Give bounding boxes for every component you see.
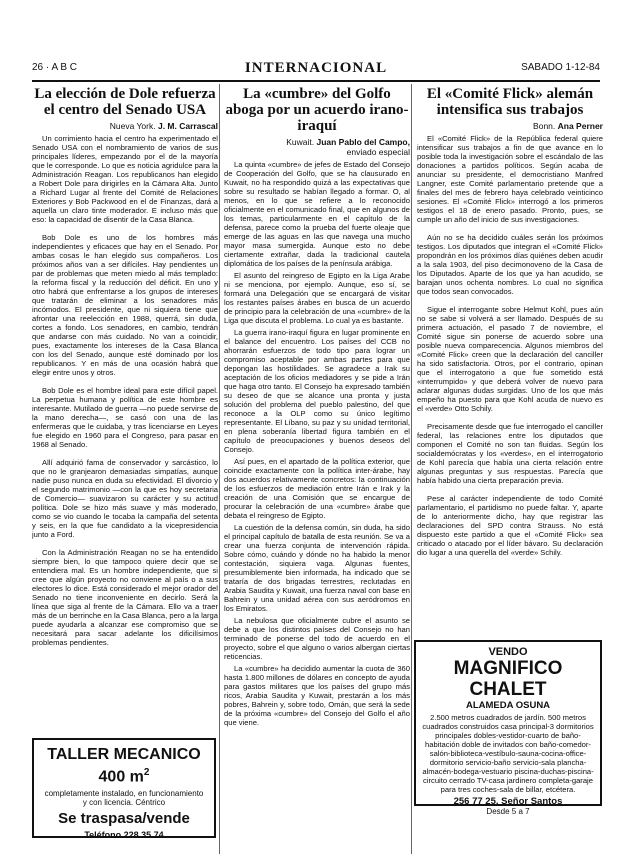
article-paragraph: La quinta «cumbre» de jefes de Estado del Consejo de Cooperación del Golfo, que se ha clausurado en Kuwait, no ha respondido quizá a las expectativas que sobre su resultado se habían llegado a formar. O, al menos, en lo que se refiere a lo reconocido oficialmente en el comunicado final, que en algunos de los temas, particularmente en el capítulo de la defensa, parece como la prueba del fuerte oleaje que emerge de las aguas en las que navega una mucho mayor masa sumergida. Aunque esto no debe ciertamente extrañar, dada la tradicional cautela diplomática de los países de la península arábiga. [224,160,410,268]
article-paragraph: El «Comité Flick» de la República federal quiere intensificar sus trabajos a fin de que avance en lo posible toda la investigación sobre el escándalo de las donaciones a partidos políticos. Según acaba de anunciar su presidente, el democristiano Manfred Langner, este Comité parlamentario pretende que a finales del mes de febrero haya celebrado veinticinco sesiones. El «Comité Flick» interrogó a los primeros testigos el 18 de enero pasado. Pronto, pues, se cumple un año del inicio de sus investigaciones. [417,134,603,224]
column-divider [219,84,220,854]
header-rule [32,80,600,82]
page-number: 26 · A B C [32,62,78,73]
section-title: INTERNACIONAL [244,60,388,76]
byline-author: J. M. Carrascal [157,121,218,131]
article-byline [417,121,603,131]
article-paragraph: La cuestión de la defensa común, sin duda, ha sido el principal capítulo de batalla de esta reunión. Se va a crear una fuerza conjunta de intervención rápida. Sobre cómo, cuándo y dónde no ha habido la menor contestación, siquiera vaga. Algunas fuentes, presumiblemente bien informada, ha indicado que se trataría de dos brigadas terrestres, reclutadas en Arabia Saudita y Kuwait, una fuerza naval con base en Bahrein y una unidad aérea con sus aeródromos en los Emiratos. [224,523,410,613]
ad-action: Se traspasa/vende [58,810,190,828]
issue-date: SABADO 1-12-84 [521,62,600,73]
ad-headline: MAGNIFICO CHALET [453,658,563,700]
article-paragraph: Precisamente desde que fue interrogado el canciller federal, las relaciones entre los diputados que componen el Comité no son tan fluidas. Según los socialdemócratas y los «verdes», en el interrogatorio de Kohl parecía que había una cierta relación entre algunas preguntas y sus respuestas. Parecía que había habido una cierta preparación previa. [417,422,603,485]
byline-author: Juan Pablo del Campo, [316,137,410,147]
page-header [32,62,600,78]
article-paragraph: Bob Dole es uno de los hombres más independientes y eficaces que hay en el Senado. Por ambas cosas le han elegido sus compañeros. Los próximos años van a ser difíciles. Hay pendientes un par de problemas que meten miedo al más templado: la reforma fiscal y la reducción del déficit. En uno y otro habrá que enfrentarse a los grupos de intereses que tratarán de eliminar a los senadores más incómodos. El presidente, que ni siquiera tiene que afrontar una reelección en 1988, querrá, sin duda, cortes a fondo. Los senadores, en cambio, tendrán que andarse con más cuidado. No van a coincidir, pues, exactamente los intereses de la Casa Blanca con los del Senado, aunque esté dominado por los republicanos. Y en más de una ocasión habrá que elegir entre unos y otros. [32,233,218,377]
article-paragraph: La nebulosa que oficialmente cubre el asunto se debe a que los distintos países del Consejo no han terminado de ponerse del todo de acuerdo en el proyecto, sobre el que alguno o varios albergan ciertas reticencias. [224,616,410,661]
ad-phone: 256 77 25. Señor Santos [453,796,563,807]
classified-ad-chalet [414,640,602,816]
article-paragraph: La «cumbre» ha decidido aumentar la cuota de 360 hasta 1.800 millones de dólares en concepto de ayuda para gastos militares que los países del grupo más ricos, Arabia Saudita y Kuwait, prestarán a los más pobres, Bahrein y, sobre todo, Omán, que será la sede de la próxima «cumbre» del Consejo del Golfo el año que viene. [224,664,410,727]
ad-description: completamente instalado, en funcionamiento y con licencia. Céntrico [44,789,204,808]
byline-role: enviado especial [346,147,410,157]
article-paragraph: Un corrimiento hacia el centro ha experimentado el Senado USA con el nombramiento de varios de sus principales líderes, empezando por el de la mayoría que le corresponde. Lo que es noticia agridulce para la Administración Reagan. Los republicanos han elegido a Robert Dole para dirigirles en la Cámara Alta. Junto a Richard Lugar al frente del Comité de Relaciones Exteriores y Bob Packwood en el de Finanzas, dará a aquella un claro tinte moderador. E incluso más que eso: la capacidad de disentir de la Casa Blanca. [32,134,218,224]
byline-place: Bonn. [533,121,556,131]
article-paragraph: Con la Administración Reagan no se ha entendido siempre bien, lo que tampoco quiere decir que se entendiera mal. Es un hombre independiente, que si cree que algún proyecto no conviene al país o a sus electores lo dice. Está considerado el mejor orador del Senado no tiene inconveniente en decirlo. Será la línea que siga al frente de la Cámara. Ello va a traer más de un berrinche en la Casa Blanca, pero a la larga puede ayudarla a alcanzar ese compromiso que se necesitará para sacar adelante los dificilísimos problemas pendientes. [32,548,218,647]
article-headline: La elección de Dole refuerza el centro del Senado USA [34,86,216,118]
article-byline [32,121,218,131]
article-paragraph: Pese al carácter independiente de todo Comité parlamentario, el partidismo no puede faltar. Y, aparte de lo anteriormente dicho, hay que registrar las declaraciones del SPD contra Strauss. No está dispuesto este partido a que el «Comité Flick» sea criticado o atacado por el líder bávaro. Su declaración dio lugar a una querella del «verde» Schily. [417,494,603,557]
ad-description: 2.500 metros cuadrados de jardín. 500 metros cuadrados construidos casa principal-3 dormitorios principales dobles-vestidor-cuarto de baño-habitación doble de invitados con baño-comedor-salón-biblioteca-vestíbulo-sauna-cocina-office-dormitorio servicio-baño servicio-sala plancha-almacén-bodega-vestuario piscina-duchas-piscina-circuito cerrado TV-casa jardinero completa-garaje para tres coches-sala de billar, etcétera. [422,713,594,794]
column-divider [411,84,412,854]
ad-headline: TALLER MECANICO 400 $m^2$ [47,746,201,786]
article-headline: La «cumbre» del Golfo aboga por un acuerdo irano-iraquí [225,86,409,134]
article-paragraph: El asunto del reingreso de Egipto en la Liga Arabe ni se menciona, por ejemplo. Aunque, eso sí, se formará una Delegación que se encargará de visitar los restantes países árabes en busca de un acuerdo de principio para la celebración de una «cumbre» de la Liga que discuta el problema. Lo cual ya es bastante. [224,271,410,325]
article-paragraph: Bob Dole es el hombre ideal para este difícil papel. La perpetua humana y política de este hombre es interesante. Mutilado de guerra —no puede servirse de la mano derecha—, se casó con una de las enfermeras que le cuidaba, y tras licenciarse en Leyes fue elegido en 1960 para el Congreso, para pasar en 1968 al Senado. [32,386,218,449]
classified-ad-workshop [32,738,216,841]
ad-location: ALAMEDA OSUNA [465,700,551,711]
ad-hours: Desde 5 a 7 [486,807,530,816]
byline-place: Kuwait. [286,137,315,147]
ad-phone: Teléfono 228 35 74 [84,830,164,841]
article-paragraph: La guerra irano-iraquí figura en lugar prominente en el balance del encuentro. Los países del CCB no ahorrarán esfuerzos de todo tipo para lograr un compromiso aceptable por ambas partes para que depongan las hostilidades. Se agradece a Irak su aceptación de los oficios mediadores y se pide a Irán que haga otro tanto. El Consejo ha expresado también su deseo de que se alcance una pronta y justa solución del problema del pueblo palestino, del que reconoce a la OLP como su único legítimo representante. El Líbano, su paz y su unidad territorial, en plena soberanía libertad figura también en el capítulo de preocupaciones y buenos deseos del Consejo. [224,328,410,454]
article-paragraph: Aún no se ha decidido cuáles serán los próximos testigos. Los diputados que integran el «Comité Flick» propondrán en los próximos días quiénes deben acudir a la sala 1903, del piso decimonoveno de la Casa de los Diputados. Aparte de los que ya han acudido, se barajan unos ochenta nombres. Lo cual no significa que todos sean convocados. [417,233,603,296]
byline-author: Ana Perner [557,121,603,131]
article-paragraph: Allí adquirió fama de conservador y sarcástico, lo que no le granjearon demasiadas simpatías, aunque nadie puso nunca en duda su efectividad. El divorcio y el segundo matrimonio —con la que es hoy secretaria de Comercio— suavizaron su carácter y su actitud política. Dole se hizo más suave y más moderado, como se vio cuando le tocaba la campaña del setenta y seis, en la que fue candidato a la vicepresidencia junto a Ford. [32,458,218,539]
article-paragraph: Sigue el interrogante sobre Helmut Kohl, pues aún no se sabe si volverá a ser llamado. Después de su primera actuación, el pasado 7 de noviembre, el Comité sigue sin ponerse de acuerdo sobre una posible nueva comparecencia. Algunos miembros del «Comité Flick» creen que la declaración del canciller ha sido satisfactoria. Otros, por el contrario, opinan que el interrogatorio a que fue sometido está «interrumpido» y que deberá volver de nuevo para aclarar algunas dudas surgidas. Uno de los que más empeño ha puesto para que Kohl acuda de nuevo es el «verde» Otto Schily. [417,305,603,413]
article-paragraph: Así pues, en el apartado de la política exterior, que coincide exactamente con la política inter-árabe, hay dos acuerdos relativamente concretos: la continuación de los esfuerzos de mediación entre Irán e Irak y la creación de una Comisión que se encargue de procurar la celebración de una «cumbre» árabe que debata el reingreso de Egipto. [224,457,410,520]
article-headline: El «Comité Flick» alemán intensifica sus trabajos [426,86,594,118]
article-byline [224,137,410,147]
ad-kicker: VENDO [488,646,528,658]
article-flick-committee [417,84,603,640]
article-gulf-summit [224,84,410,854]
byline-place: Nueva York. [109,121,156,131]
